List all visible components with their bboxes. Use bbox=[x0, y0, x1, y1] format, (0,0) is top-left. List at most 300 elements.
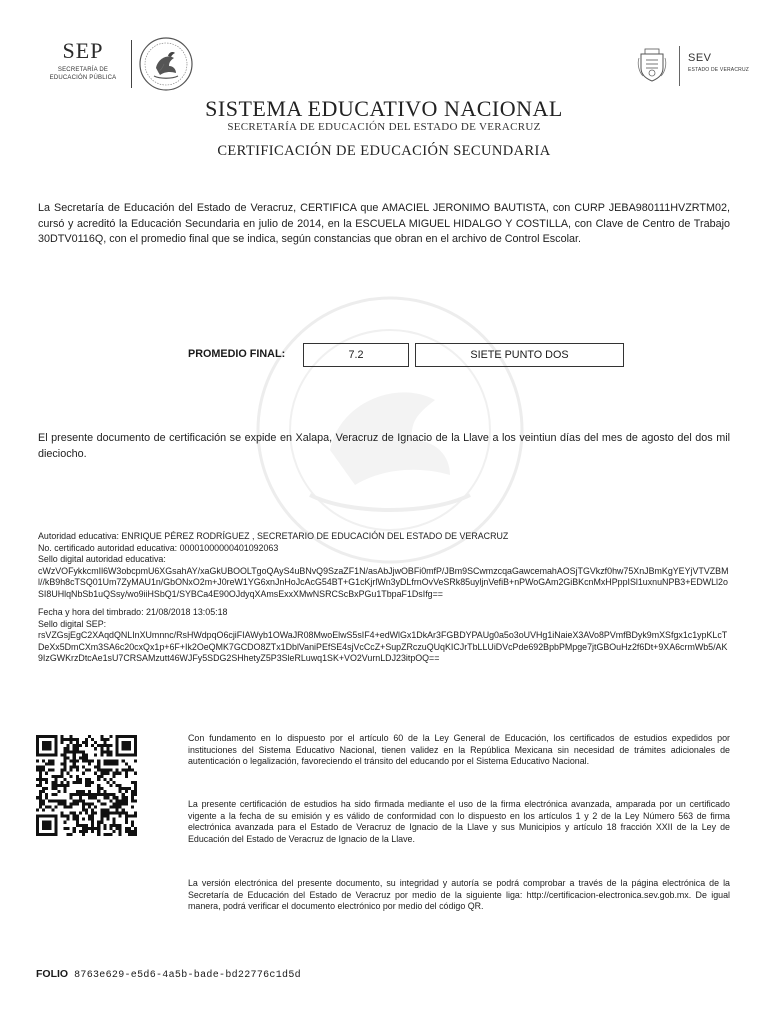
qr-module bbox=[60, 781, 63, 784]
qr-module bbox=[64, 827, 67, 830]
sep-logo bbox=[34, 40, 132, 82]
qr-module bbox=[54, 741, 57, 744]
qr-module bbox=[106, 747, 109, 750]
qr-module bbox=[100, 808, 103, 811]
qr-module bbox=[125, 763, 128, 766]
qr-module bbox=[67, 750, 70, 753]
qr-module bbox=[113, 759, 116, 762]
qr-module bbox=[54, 787, 57, 790]
qr-module bbox=[36, 759, 39, 762]
qr-module bbox=[116, 750, 119, 753]
qr-module bbox=[100, 772, 103, 775]
qr-module bbox=[45, 778, 48, 781]
qr-module bbox=[70, 738, 73, 741]
qr-module bbox=[82, 833, 85, 836]
qr-module bbox=[42, 833, 45, 836]
qr-module bbox=[64, 769, 67, 772]
qr-module bbox=[103, 741, 106, 744]
qr-module bbox=[103, 778, 106, 781]
qr-module bbox=[116, 802, 119, 805]
qr-module bbox=[103, 744, 106, 747]
final-average-text: SIETE PUNTO DOS bbox=[415, 343, 624, 367]
qr-module bbox=[97, 793, 100, 796]
document-title: SISTEMA EDUCATIVO NACIONAL bbox=[205, 96, 563, 121]
qr-module bbox=[106, 753, 109, 756]
qr-module bbox=[36, 821, 39, 824]
qr-module bbox=[128, 735, 131, 738]
qr-module bbox=[103, 759, 106, 762]
qr-module bbox=[119, 787, 122, 790]
qr-module bbox=[116, 744, 119, 747]
qr-module bbox=[73, 763, 76, 766]
qr-module bbox=[54, 830, 57, 833]
qr-module bbox=[109, 827, 112, 830]
qr-module bbox=[76, 750, 79, 753]
qr-module bbox=[134, 747, 137, 750]
qr-module bbox=[119, 827, 122, 830]
qr-module bbox=[128, 766, 131, 769]
qr-module bbox=[64, 750, 67, 753]
qr-module bbox=[113, 805, 116, 808]
qr-module bbox=[57, 775, 60, 778]
qr-module bbox=[42, 741, 45, 744]
qr-module bbox=[100, 738, 103, 741]
qr-module bbox=[116, 796, 119, 799]
qr-module bbox=[85, 738, 88, 741]
qr-module bbox=[36, 818, 39, 821]
qr-module bbox=[54, 821, 57, 824]
qr-module bbox=[97, 744, 100, 747]
qr-module bbox=[97, 827, 100, 830]
qr-module bbox=[119, 812, 122, 815]
qr-module bbox=[48, 741, 51, 744]
qr-module bbox=[51, 784, 54, 787]
qr-module bbox=[57, 784, 60, 787]
qr-module bbox=[54, 778, 57, 781]
qr-module bbox=[122, 796, 125, 799]
qr-module bbox=[45, 772, 48, 775]
qr-module bbox=[94, 741, 97, 744]
qr-module bbox=[134, 781, 137, 784]
qr-module bbox=[79, 744, 82, 747]
qr-module bbox=[91, 802, 94, 805]
qr-module bbox=[134, 738, 137, 741]
qr-module bbox=[100, 750, 103, 753]
qr-module bbox=[54, 735, 57, 738]
qr-module bbox=[106, 796, 109, 799]
qr-module bbox=[36, 753, 39, 756]
qr-module bbox=[116, 759, 119, 762]
sev-logo bbox=[688, 52, 749, 73]
qr-module bbox=[73, 793, 76, 796]
qr-module bbox=[76, 766, 79, 769]
qr-module bbox=[64, 766, 67, 769]
qr-module bbox=[122, 802, 125, 805]
qr-module bbox=[128, 747, 131, 750]
qr-module bbox=[97, 763, 100, 766]
qr-module bbox=[119, 802, 122, 805]
qr-module bbox=[119, 830, 122, 833]
qr-module bbox=[116, 753, 119, 756]
qr-module bbox=[125, 830, 128, 833]
qr-module bbox=[119, 833, 122, 836]
sep-seal-value: rsVZGsjEgC2XAqdQNLInXUmnnc/RsHWdpqO6cjiFIAWyb1OWaJR08MwoElwS5sIF4+edWlGx1DkAr3FGBDYPAUg0a5o3oUVHg1iNaieX3AVo8PVmfBDyk9mXSfgx1c1ypKLcTDeXx5DmCXm3SA6c20cxQx1p+6F+Ik2OeQMK7GCDO8ZTx1DblVaniPEfSE4sjVcCcZ+SupZRczuQUqKICJrTbLLUiDVcPde692BpbPMpge7jtGBOuHz2f6Dt+9XA6crmWb5/AK9IzGWKrzDtcAe1sU7CRSAMzutt46WJFy5SDG2SHhetyZ5P3SleRLuwq1SK+VO2VurnLDJ23itpOQ== bbox=[38, 630, 728, 663]
qr-module bbox=[82, 790, 85, 793]
qr-module bbox=[88, 815, 91, 818]
qr-module bbox=[88, 778, 91, 781]
qr-module bbox=[131, 790, 134, 793]
qr-module bbox=[116, 741, 119, 744]
qr-module bbox=[97, 830, 100, 833]
qr-module bbox=[45, 796, 48, 799]
qr-module bbox=[64, 747, 67, 750]
qr-module bbox=[45, 815, 48, 818]
qr-module bbox=[97, 787, 100, 790]
qr-module bbox=[125, 790, 128, 793]
qr-module bbox=[106, 763, 109, 766]
qr-module bbox=[39, 805, 42, 808]
qr-module bbox=[106, 812, 109, 815]
qr-module bbox=[51, 815, 54, 818]
verification-qr-code-icon[interactable] bbox=[36, 735, 137, 836]
qr-module bbox=[54, 747, 57, 750]
qr-module bbox=[122, 744, 125, 747]
qr-module bbox=[39, 775, 42, 778]
qr-module bbox=[82, 802, 85, 805]
qr-module bbox=[125, 821, 128, 824]
header-divider-left bbox=[131, 40, 132, 88]
qr-module bbox=[116, 827, 119, 830]
qr-module bbox=[109, 799, 112, 802]
qr-module bbox=[60, 741, 63, 744]
qr-module bbox=[36, 784, 39, 787]
qr-module bbox=[97, 784, 100, 787]
document-subtitle: SECRETARÍA DE EDUCACIÓN DEL ESTADO DE VERACRUZ bbox=[227, 121, 541, 133]
qr-module bbox=[82, 824, 85, 827]
qr-module bbox=[76, 781, 79, 784]
qr-module bbox=[122, 793, 125, 796]
qr-module bbox=[85, 769, 88, 772]
qr-module bbox=[82, 793, 85, 796]
qr-module bbox=[67, 756, 70, 759]
qr-module bbox=[100, 744, 103, 747]
folio-value: 8763e629-e5d6-4a5b-bade-bd22776c1d5d bbox=[74, 970, 301, 981]
qr-module bbox=[88, 827, 91, 830]
qr-module bbox=[100, 802, 103, 805]
qr-module bbox=[100, 821, 103, 824]
qr-module bbox=[54, 824, 57, 827]
qr-module bbox=[134, 744, 137, 747]
qr-module bbox=[48, 763, 51, 766]
qr-module bbox=[106, 738, 109, 741]
qr-module bbox=[36, 738, 39, 741]
qr-module bbox=[67, 738, 70, 741]
qr-module bbox=[134, 753, 137, 756]
qr-module bbox=[125, 775, 128, 778]
qr-module bbox=[113, 775, 116, 778]
authority-seal-value: cWzVOFykkcmIl6W3obcpmU6XGsahAY/xaGkUBOOLTgoQAyS4uBNvQ9SzaZF1N/asAbJjwOBFi0mfP/JBm9SCwmzcqaGawcemahAOSjTGVkzf0hw75XnJBmKgYEYjVTVZBMl//kB9h8cTSQ01Um7ZyMAU1n/GbONxO2m+J0reW1YG6xnJnHoJcAcG54BT+G1cKjrlWn3yDLfrnOvVeSRk85uyljnVefiB+nPWoGAm2GiBKcnMxHPppISl1uxnuNPB3+EDWLl2oSI8UHlqNbSb1uQSsy/wo9iiHSbQ1/SYBCa4E90OJdyqXAmsExxXMwNSRCScBxPGu1TbpaF1DsIfg== bbox=[38, 565, 729, 599]
qr-module bbox=[60, 799, 63, 802]
qr-module bbox=[39, 799, 42, 802]
sep-logo-subtitle: SECRETARÍA DE EDUCACIÓN PÚBLICA bbox=[49, 67, 117, 81]
qr-module bbox=[48, 827, 51, 830]
timestamp-line: Fecha y hora del timbrado: 21/08/2018 13:05:18 bbox=[38, 607, 228, 617]
qr-module bbox=[79, 781, 82, 784]
qr-module bbox=[97, 769, 100, 772]
qr-module bbox=[122, 769, 125, 772]
qr-module bbox=[131, 824, 134, 827]
qr-module bbox=[70, 769, 73, 772]
qr-module bbox=[103, 802, 106, 805]
authority-seal-label: Sello digital autoridad educativa: bbox=[38, 554, 166, 564]
qr-module bbox=[82, 808, 85, 811]
qr-module bbox=[125, 799, 128, 802]
qr-module bbox=[42, 759, 45, 762]
qr-module bbox=[36, 815, 39, 818]
qr-module bbox=[64, 805, 67, 808]
qr-module bbox=[67, 818, 70, 821]
qr-module bbox=[51, 735, 54, 738]
qr-module bbox=[134, 793, 137, 796]
qr-module bbox=[103, 815, 106, 818]
qr-module bbox=[51, 759, 54, 762]
qr-module bbox=[73, 830, 76, 833]
qr-module bbox=[106, 781, 109, 784]
qr-module bbox=[94, 753, 97, 756]
qr-module bbox=[103, 796, 106, 799]
qr-module bbox=[91, 824, 94, 827]
qr-module bbox=[100, 787, 103, 790]
qr-module bbox=[36, 827, 39, 830]
qr-module bbox=[45, 753, 48, 756]
qr-module bbox=[91, 796, 94, 799]
qr-module bbox=[36, 808, 39, 811]
qr-module bbox=[116, 824, 119, 827]
sep-signature-block bbox=[38, 607, 730, 665]
qr-module bbox=[39, 802, 42, 805]
qr-module bbox=[122, 753, 125, 756]
qr-module bbox=[106, 818, 109, 821]
qr-module bbox=[125, 769, 128, 772]
qr-module bbox=[125, 812, 128, 815]
qr-module bbox=[131, 781, 134, 784]
qr-module bbox=[91, 830, 94, 833]
qr-module bbox=[70, 812, 73, 815]
qr-module bbox=[128, 744, 131, 747]
qr-module bbox=[79, 790, 82, 793]
qr-module bbox=[91, 781, 94, 784]
qr-module bbox=[70, 833, 73, 836]
qr-module bbox=[91, 827, 94, 830]
qr-module bbox=[64, 799, 67, 802]
qr-module bbox=[36, 796, 39, 799]
legal-paragraph-1: Con fundamento en lo dispuesto por el artículo 60 de la Ley General de Educación, los certificados de estudios expedidos por instituciones del Sistema Educativo Nacional, tienen validez en la República Mexicana sin necesidad de trámites adicionales de autenticación o legalización, favoreciendo el tránsito del educando por el Sistema Educativo Nacional. bbox=[188, 733, 730, 767]
qr-module bbox=[70, 775, 73, 778]
qr-module bbox=[106, 793, 109, 796]
qr-module bbox=[45, 824, 48, 827]
qr-module bbox=[85, 753, 88, 756]
qr-module bbox=[113, 763, 116, 766]
qr-module bbox=[79, 793, 82, 796]
qr-module bbox=[73, 738, 76, 741]
qr-module bbox=[122, 741, 125, 744]
qr-module bbox=[51, 808, 54, 811]
final-average-value: 7.2 bbox=[303, 343, 409, 367]
qr-module bbox=[116, 772, 119, 775]
qr-module bbox=[76, 741, 79, 744]
qr-module bbox=[70, 793, 73, 796]
qr-module bbox=[97, 775, 100, 778]
qr-module bbox=[97, 790, 100, 793]
qr-module bbox=[39, 778, 42, 781]
qr-module bbox=[91, 738, 94, 741]
qr-module bbox=[113, 821, 116, 824]
qr-module bbox=[54, 738, 57, 741]
qr-module bbox=[73, 827, 76, 830]
qr-module bbox=[125, 827, 128, 830]
qr-module bbox=[42, 802, 45, 805]
qr-module bbox=[79, 778, 82, 781]
qr-module bbox=[109, 763, 112, 766]
qr-module bbox=[60, 769, 63, 772]
qr-module bbox=[82, 756, 85, 759]
qr-module bbox=[119, 824, 122, 827]
qr-module bbox=[122, 799, 125, 802]
qr-module bbox=[60, 802, 63, 805]
qr-module bbox=[109, 784, 112, 787]
qr-module bbox=[64, 759, 67, 762]
final-average-label: PROMEDIO FINAL: bbox=[188, 348, 286, 360]
qr-module bbox=[76, 769, 79, 772]
qr-module bbox=[103, 738, 106, 741]
qr-module bbox=[45, 793, 48, 796]
qr-module bbox=[39, 796, 42, 799]
qr-module bbox=[94, 772, 97, 775]
qr-module bbox=[88, 818, 91, 821]
header-divider-right bbox=[679, 46, 680, 86]
qr-module bbox=[48, 744, 51, 747]
qr-module bbox=[131, 821, 134, 824]
qr-module bbox=[45, 833, 48, 836]
legal-paragraph-2: La presente certificación de estudios ha sido firmada mediante el uso de la firma electrónica avanzada, amparada por un certificado vigente a la fecha de su emisión y es válido de conformidad con lo dispuesto en los artículos 1 y 2 de la Ley Número 563 de firma electrónica avanzada para el Estado de Veracruz de Ignacio de la Llave y sus Municipios y artículo 18 fracción XXII de la Ley de Educación del Estado de Veracruz de Ignacio de la Llave. bbox=[188, 799, 730, 844]
qr-module bbox=[76, 802, 79, 805]
qr-module bbox=[60, 738, 63, 741]
sev-logo-subtitle: ESTADO DE VERACRUZ bbox=[688, 67, 750, 73]
qr-module bbox=[54, 799, 57, 802]
qr-module bbox=[122, 808, 125, 811]
qr-module bbox=[94, 812, 97, 815]
qr-module bbox=[103, 750, 106, 753]
qr-module bbox=[42, 821, 45, 824]
qr-module bbox=[39, 766, 42, 769]
qr-module bbox=[67, 827, 70, 830]
qr-module bbox=[45, 805, 48, 808]
qr-module bbox=[85, 830, 88, 833]
qr-module bbox=[45, 821, 48, 824]
qr-module bbox=[76, 799, 79, 802]
qr-module bbox=[134, 812, 137, 815]
qr-module bbox=[131, 799, 134, 802]
qr-module bbox=[131, 769, 134, 772]
qr-module bbox=[125, 787, 128, 790]
qr-module bbox=[39, 781, 42, 784]
qr-module bbox=[113, 781, 116, 784]
qr-module bbox=[48, 769, 51, 772]
qr-module bbox=[76, 775, 79, 778]
qr-module bbox=[122, 759, 125, 762]
qr-module bbox=[85, 741, 88, 744]
qr-module bbox=[79, 750, 82, 753]
qr-module bbox=[54, 815, 57, 818]
qr-module bbox=[128, 787, 131, 790]
legal-paragraph-3: La versión electrónica del presente documento, su integridad y autoría se podrá comprobar a través de la página electrónica de la Secretaría de Educación del Estado de Veracruz por medio de la siguiente liga: http://certificacion-electronica.sev.gob.mx. De igual manera, podrá verificar el documento electrónico por medio del código QR. bbox=[188, 878, 730, 912]
qr-module bbox=[119, 790, 122, 793]
qr-module bbox=[76, 744, 79, 747]
qr-module bbox=[94, 747, 97, 750]
qr-module bbox=[51, 799, 54, 802]
qr-module bbox=[42, 827, 45, 830]
qr-module bbox=[131, 815, 134, 818]
qr-module bbox=[109, 735, 112, 738]
qr-module bbox=[91, 815, 94, 818]
qr-module bbox=[73, 747, 76, 750]
qr-module bbox=[82, 818, 85, 821]
veracruz-coat-of-arms-icon bbox=[637, 48, 667, 82]
qr-module bbox=[125, 815, 128, 818]
qr-module bbox=[109, 824, 112, 827]
qr-module bbox=[106, 772, 109, 775]
qr-module bbox=[54, 793, 57, 796]
qr-module bbox=[122, 747, 125, 750]
qr-module bbox=[48, 753, 51, 756]
qr-module bbox=[119, 753, 122, 756]
qr-module bbox=[39, 753, 42, 756]
qr-module bbox=[116, 799, 119, 802]
qr-module bbox=[88, 790, 91, 793]
qr-module bbox=[45, 781, 48, 784]
qr-module bbox=[116, 738, 119, 741]
qr-module bbox=[106, 744, 109, 747]
sev-logo-text: SEV bbox=[688, 52, 712, 64]
qr-module bbox=[91, 818, 94, 821]
qr-module bbox=[42, 799, 45, 802]
qr-module bbox=[106, 808, 109, 811]
qr-module bbox=[106, 759, 109, 762]
qr-module bbox=[36, 766, 39, 769]
qr-module bbox=[76, 793, 79, 796]
qr-module bbox=[134, 784, 137, 787]
qr-module bbox=[125, 735, 128, 738]
qr-module bbox=[54, 805, 57, 808]
folio bbox=[36, 968, 301, 981]
sep-logo-text: SEP bbox=[62, 38, 104, 63]
qr-module bbox=[45, 787, 48, 790]
qr-module bbox=[85, 759, 88, 762]
qr-module bbox=[73, 802, 76, 805]
qr-module bbox=[100, 818, 103, 821]
qr-module bbox=[82, 759, 85, 762]
qr-module bbox=[85, 784, 88, 787]
qr-module bbox=[48, 833, 51, 836]
qr-module bbox=[134, 772, 137, 775]
qr-module bbox=[36, 741, 39, 744]
qr-module bbox=[54, 833, 57, 836]
qr-module bbox=[36, 744, 39, 747]
qr-module bbox=[116, 747, 119, 750]
qr-module bbox=[36, 830, 39, 833]
qr-module bbox=[39, 784, 42, 787]
qr-module bbox=[97, 824, 100, 827]
